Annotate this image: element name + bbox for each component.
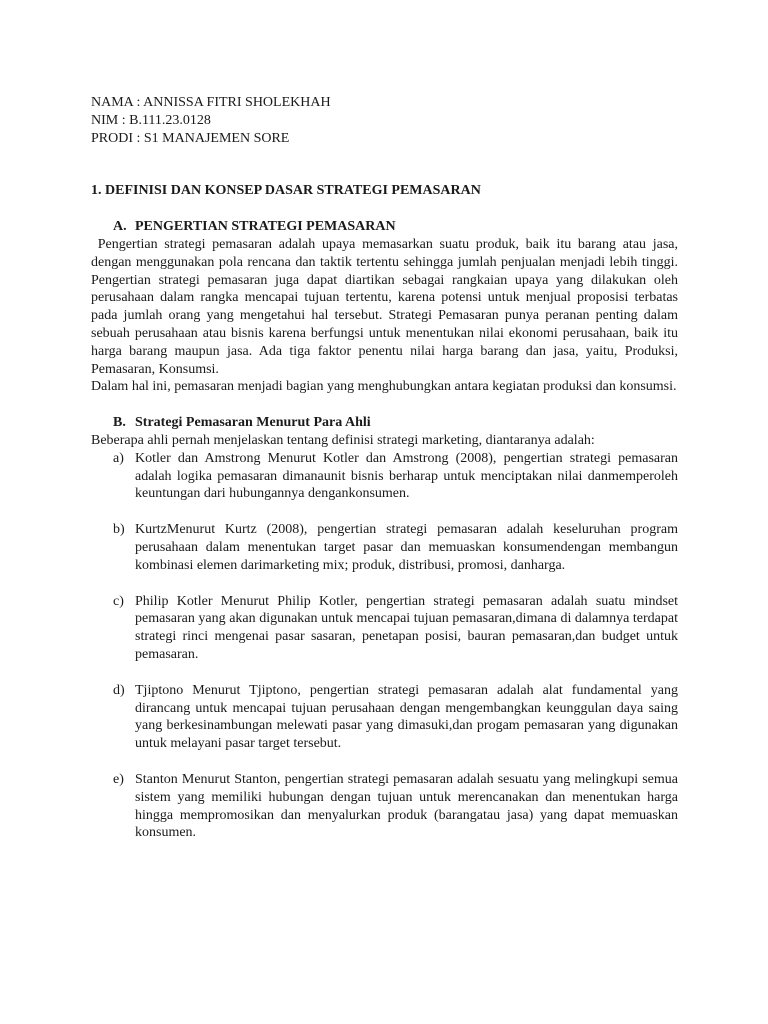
section-a-paragraph-1: Pengertian strategi pemasaran adalah upaya memasarkan suatu produk, baik itu barang atau jasa, dengan menggunakan pola rencana dan taktik tertentu sehingga jumlah penjualan menjadi lebih tinggi. Pengertian strategi pemasaran juga dapat diartikan sebagai rangkaian upaya yang dilakukan oleh perusahaan dalam rangka mencapai tujuan tertentu, karena potensi untuk menjual proposisi terbatas pada jumlah orang yang mengetahui hal tersebut. Strategi Pemasaran punya peranan penting dalam sebuah perusahaan atau bisnis karena berfungsi untuk menentukan nilai ekonomi perusahaan, baik itu harga barang maupun jasa. Ada tiga faktor penentu nilai harga barang dan jasa, yaitu, Produksi, Pemasaran, Konsumsi. <box>91 236 682 377</box>
spacer <box>91 503 678 521</box>
section-a-letter: A. <box>113 219 127 235</box>
student-prodi: PRODI : S1 MANAJEMEN SORE <box>91 130 290 146</box>
spacer <box>91 753 678 771</box>
list-item-text: KurtzMenurut Kurtz (2008), pengertian strategi pemasaran adalah keseluruhan program perusahaan dalam menentukan target pasar dan memuaskan konsumendengan membangun kombinasi elemen darimarketing mix; produk, distribusi, promosi, danharga. <box>135 522 678 573</box>
spacer <box>91 396 678 414</box>
spacer <box>91 664 678 682</box>
section-a-paragraph-2: Dalam hal ini, pemasaran menjadi bagian yang menghubungkan antara kegiatan produksi dan konsumsi. <box>91 379 677 395</box>
list-item-text: Philip Kotler Menurut Philip Kotler, pengertian strategi pemasaran adalah suatu mindset pemasaran yang akan digunakan untuk mencapai tujuan pemasaran,dimana di dalamnya terdapat strategi rinci mengenai pasar sasaran, penetapan posisi, bauran pemasaran,dan budget untuk pemasaran. <box>135 593 678 662</box>
list-marker: e) <box>113 771 124 787</box>
spacer <box>91 575 678 593</box>
list-item-text: Tjiptono Menurut Tjiptono, pengertian strategi pemasaran adalah alat fundamental yang dirancang untuk mencapai tujuan perusahaan dengan mengembangkan keunggulan daya saing yang berkesinambungan melewati pasar yang dimasuki,dan progam pemasaran yang digunakan untuk melayani pasar target tersebut. <box>135 682 678 752</box>
student-nim: NIM : B.111.23.0128 <box>91 112 211 128</box>
section-b-title: Strategi Pemasaran Menurut Para Ahli <box>135 415 371 431</box>
section-a-title: PENGERTIAN STRATEGI PEMASARAN <box>135 219 396 235</box>
experts-list <box>91 450 678 842</box>
document-page <box>91 94 682 842</box>
list-item <box>91 450 678 503</box>
spacer <box>91 147 678 182</box>
section-a-heading <box>91 218 678 236</box>
section-b-letter: B. <box>113 415 126 431</box>
list-marker: b) <box>113 522 125 538</box>
list-item-text: Stanton Menurut Stanton, pengertian strategi pemasaran adalah sesuatu yang melingkupi semua sistem yang memiliki hubungan dengan tujuan untuk merencanakan dan menentukan harga hingga mempromosikan dan menyalurkan produk (barangatau jasa) yang dapat memuaskan konsumen. <box>135 771 678 841</box>
list-marker: c) <box>113 593 124 609</box>
student-name: NAMA : ANNISSA FITRI SHOLEKHAH <box>91 95 331 110</box>
section-1-heading: 1. DEFINISI DAN KONSEP DASAR STRATEGI PEMASARAN <box>91 183 481 199</box>
list-item <box>91 682 678 753</box>
list-marker: d) <box>113 682 125 698</box>
list-item <box>91 771 678 842</box>
list-item <box>91 521 678 574</box>
section-b-intro: Beberapa ahli pernah menjelaskan tentang definisi strategi marketing, diantaranya adalah: <box>91 432 595 448</box>
list-item <box>91 593 678 664</box>
list-item-text: Kotler dan Amstrong Menurut Kotler dan Amstrong (2008), pengertian strategi pemasaran adalah logika pemasaran dimanaunit bisnis berharap untuk menciptakan nilai danmemperoleh keuntungan dari hubungannya dengankonsumen. <box>135 450 678 502</box>
section-b-heading <box>91 414 678 432</box>
spacer <box>91 200 678 218</box>
list-marker: a) <box>113 450 124 466</box>
